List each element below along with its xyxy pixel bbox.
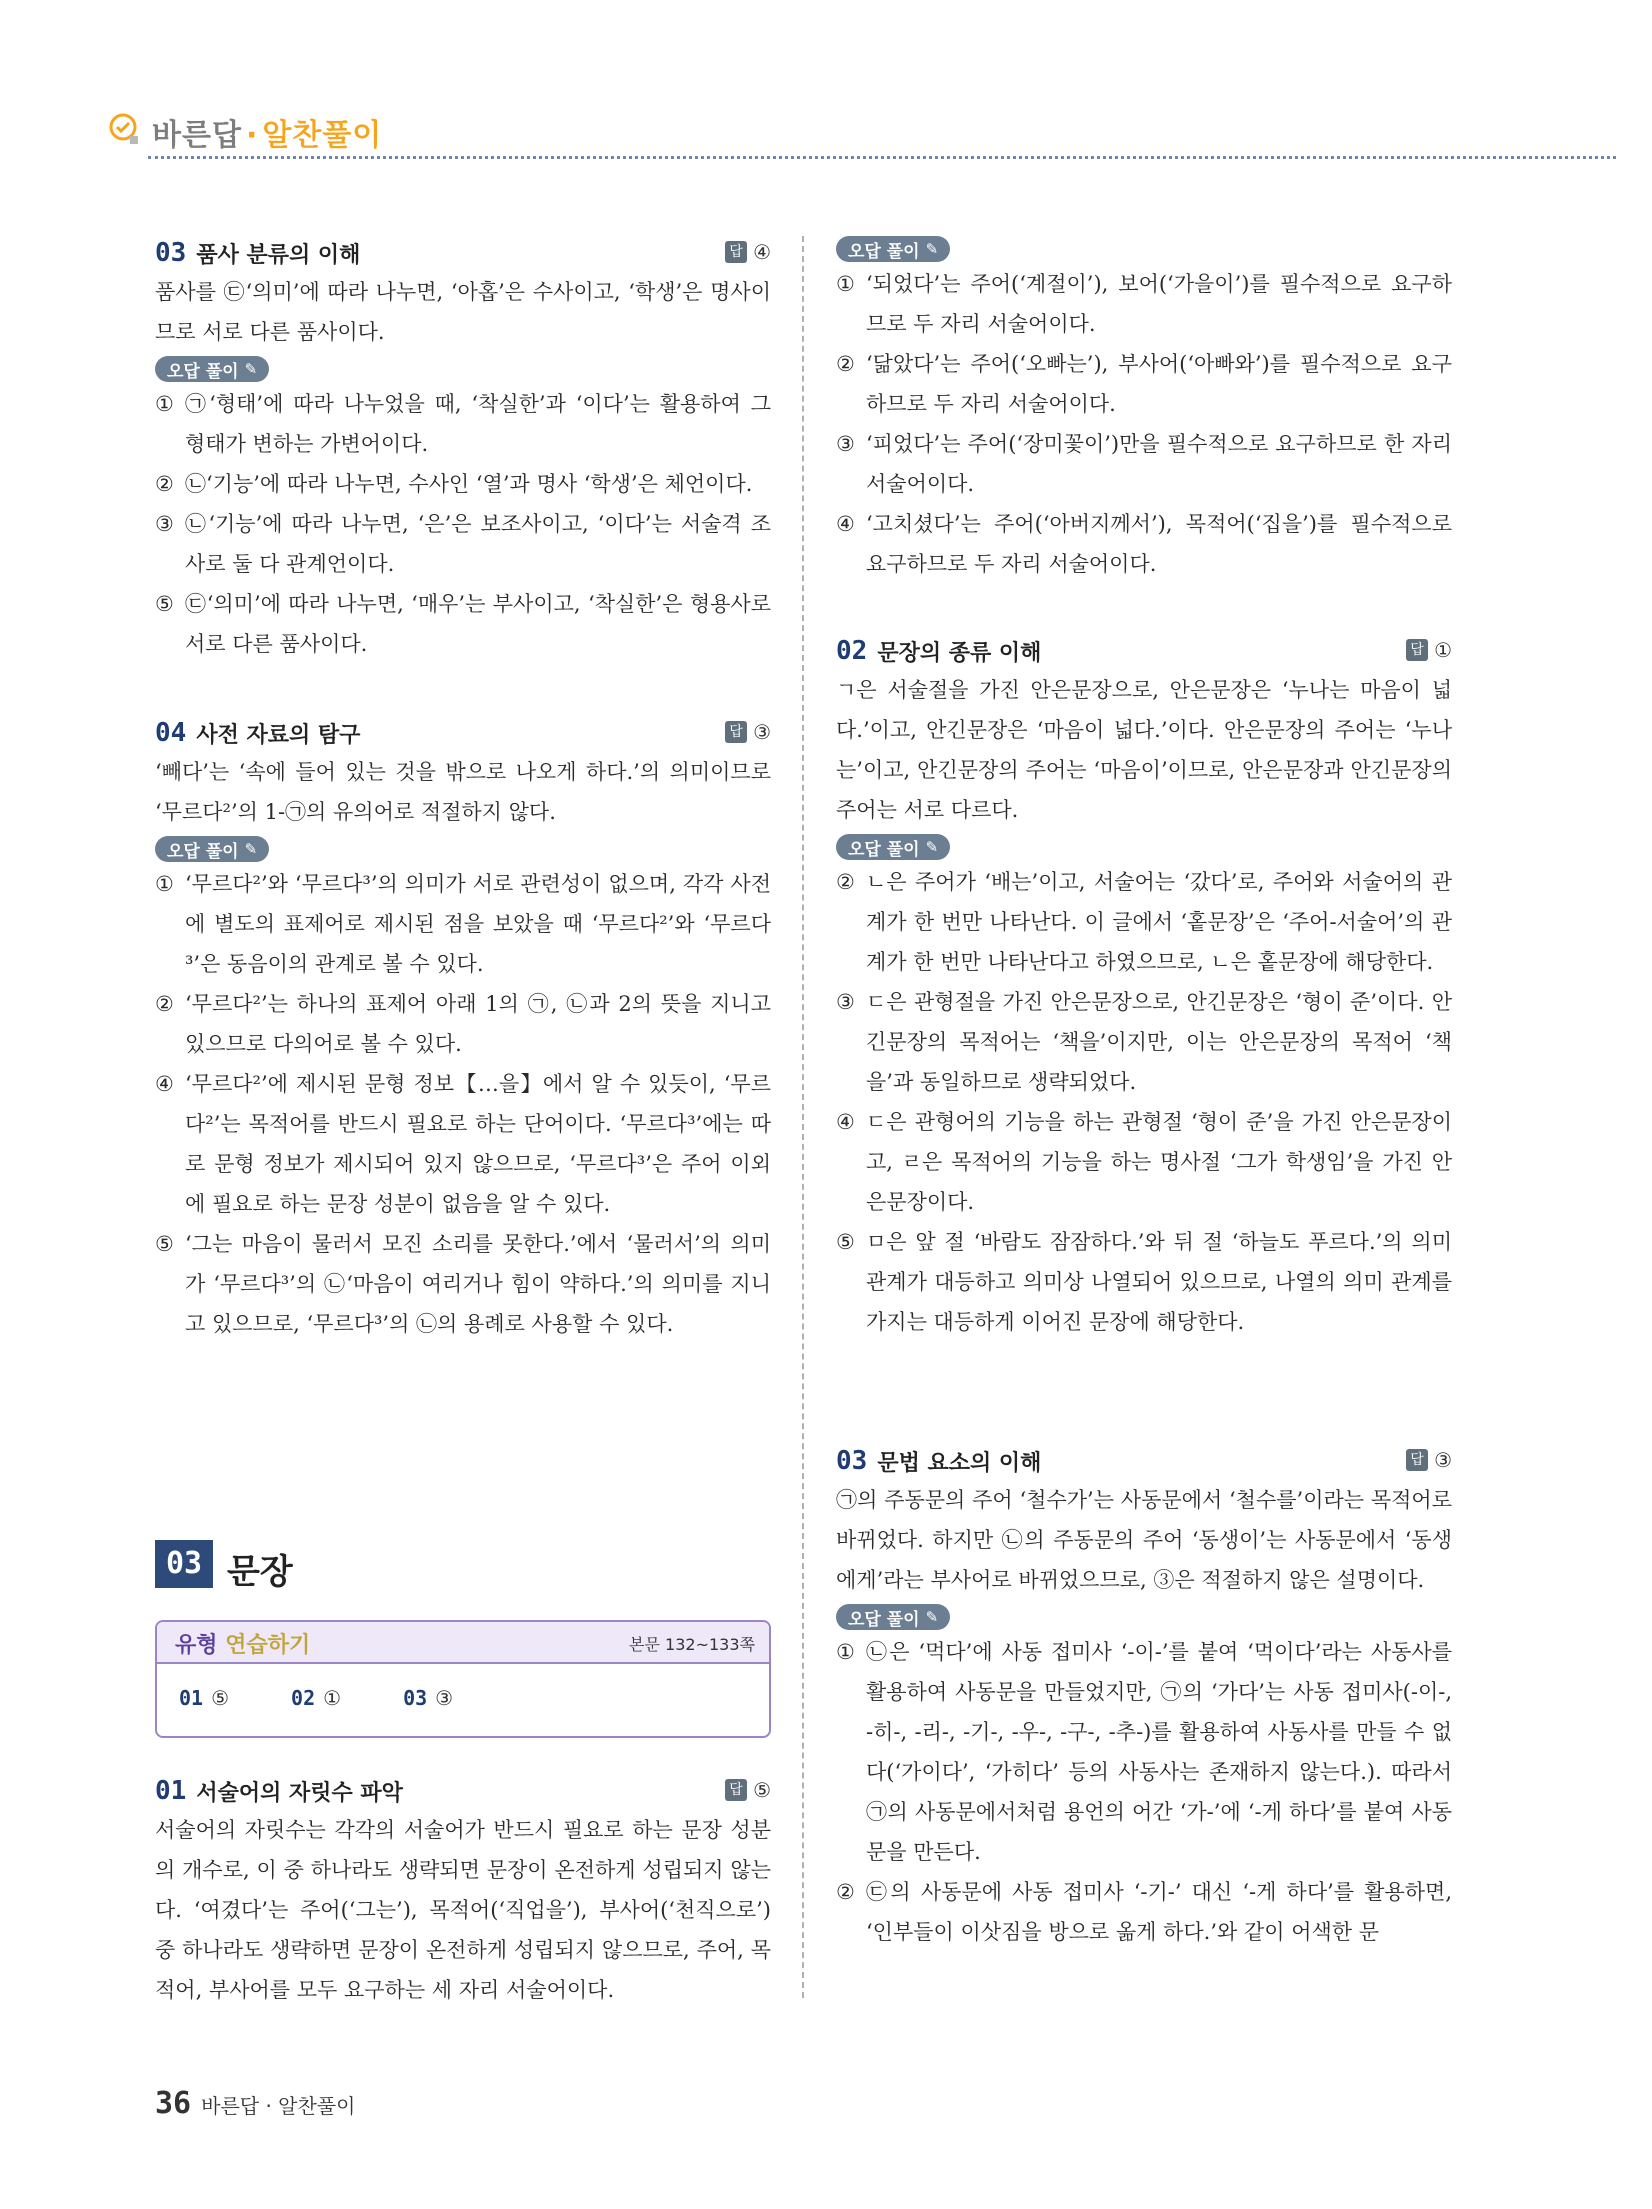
practice-header — [157, 1622, 769, 1664]
item-mark: ③ — [836, 432, 855, 456]
item-text: ㉡‘기능’에 따라 나누면, ‘은’은 보조사이고, ‘이다’는 서술격 조사로 둘 다 관계언이다. — [185, 512, 771, 576]
brand-dot: · — [245, 118, 259, 153]
pencil-icon: ✎ — [925, 838, 939, 856]
question-block-03 — [836, 1444, 1452, 1952]
page-footer — [155, 2086, 355, 2121]
item-mark: ⑤ — [155, 592, 174, 616]
badge-label: 오답 풀이 — [848, 241, 920, 262]
question-title: 서술어의 자릿수 파악 — [196, 1780, 403, 1806]
answer-label-icon: 답 — [725, 721, 747, 743]
item-text: ㉡‘기능’에 따라 나누면, 수사인 ‘열’과 명사 ‘학생’은 체언이다. — [185, 472, 753, 496]
list-item — [836, 862, 1452, 982]
item-mark: ② — [836, 352, 855, 376]
item-mark: ① — [836, 272, 855, 296]
answer-label-icon: 답 — [725, 1779, 747, 1801]
item-text: ㉢의 사동문에 사동 접미사 ‘-기-’ 대신 ‘-게 하다’를 활용하면, ‘인부들이 이삿짐을 방으로 옮게 하다.’와 같이 어색한 문 — [866, 1880, 1452, 1944]
practice-title-part1: 유형 — [175, 1633, 218, 1658]
item-mark: ④ — [155, 1072, 174, 1096]
badge-label: 오답 풀이 — [848, 839, 920, 860]
answer-label-icon: 답 — [1406, 1449, 1428, 1471]
item-text: ‘닮았다’는 주어(‘오빠는’), 부사어(‘아빠와’)를 필수적으로 요구하므로 두 자리 서술어이다. — [866, 352, 1452, 416]
list-item — [155, 464, 771, 504]
question-number: 02 — [836, 636, 868, 666]
item-text: ‘무르다²’는 하나의 표제어 아래 1의 ㉠, ㉡과 2의 뜻을 지니고 있으므로 다의어로 볼 수 있다. — [185, 992, 771, 1056]
list-item — [836, 982, 1452, 1102]
practice-answer — [403, 1686, 453, 1710]
brand-part1: 바른답 — [152, 118, 242, 153]
list-item — [155, 1064, 771, 1224]
item-mark: ① — [836, 1640, 855, 1664]
wrong-answer-badge — [836, 834, 950, 860]
item-text: ㅁ은 앞 절 ‘바람도 잠잠하다.’와 뒤 절 ‘하늘도 푸르다.’의 의미 관계가 대등하고 의미상 나열되어 있으므로, 나열의 의미 관계를 가지는 대등하게 이어진 문장에 해당한다. — [866, 1230, 1452, 1334]
list-item — [836, 1222, 1452, 1342]
item-text: ㉠‘형태’에 따라 나누었을 때, ‘착실한’과 ‘이다’는 활용하여 그 형태가 변하는 가변어이다. — [185, 392, 771, 456]
wrong-answer-badge — [155, 356, 269, 382]
list-item — [155, 864, 771, 984]
badge-label: 오답 풀이 — [167, 361, 239, 382]
list-item — [836, 424, 1452, 504]
list-item — [155, 1224, 771, 1344]
page-number: 36 — [155, 2086, 192, 2121]
header-dotted-line — [148, 156, 1616, 159]
explanation-text: ‘빼다’는 ‘속에 들어 있는 것을 밖으로 나오게 하다.’의 의미이므로 ‘무르다²’의 1-㉠의 유의어로 적절하지 않다. — [155, 760, 771, 824]
question-title: 문장의 종류 이해 — [877, 640, 1042, 666]
answer-mark — [725, 1778, 771, 1802]
pencil-icon: ✎ — [244, 840, 258, 858]
question-header — [836, 1444, 1452, 1478]
practice-answer-num: 02 — [291, 1686, 316, 1710]
answer-value: ③ — [1434, 1448, 1452, 1472]
item-mark: ② — [155, 472, 174, 496]
question-number: 01 — [155, 1776, 187, 1806]
question-block-02 — [836, 634, 1452, 1342]
list-item — [155, 384, 771, 464]
answer-mark — [1406, 638, 1452, 662]
practice-answer-num: 01 — [179, 1686, 204, 1710]
item-mark: ③ — [155, 512, 174, 536]
practice-page-ref: 본문 132~133쪽 — [629, 1635, 755, 1654]
item-mark: ⑤ — [836, 1230, 855, 1254]
list-item — [836, 1632, 1452, 1872]
item-text: ㄴ은 주어가 ‘배는’이고, 서술어는 ‘갔다’로, 주어와 서술어의 관계가 한 번만 나타난다. 이 글에서 ‘홑문장’은 ‘주어-서술어’의 관계가 한 번만 나타난다고 하였으므로, ㄴ은 홑문장에 해당한다. — [866, 870, 1452, 974]
answer-label-icon: 답 — [1406, 639, 1428, 661]
page-header — [108, 110, 1608, 160]
section-number: 03 — [155, 1540, 213, 1588]
explanation-text: ㉠의 주동문의 주어 ‘철수가’는 사동문에서 ‘철수를’이라는 목적어로 바뀌었다. 하지만 ㉡의 주동문의 주어 ‘동생이’는 사동문에서 ‘동생에게’라는 부사어로 바뀌었으므로, ③은 적절하지 않은 설명이다. — [836, 1488, 1452, 1592]
question-header — [155, 236, 771, 270]
item-mark: ③ — [836, 990, 855, 1014]
question-header — [155, 716, 771, 750]
item-mark: ④ — [836, 1110, 855, 1134]
item-mark: ④ — [836, 512, 855, 536]
question-header — [155, 1774, 771, 1808]
pencil-icon: ✎ — [244, 360, 258, 378]
answer-mark — [1406, 1448, 1452, 1472]
section-title: 문장 — [227, 1552, 293, 1592]
list-item — [836, 504, 1452, 584]
practice-title-part2: 연습하기 — [225, 1633, 311, 1658]
badge-label: 오답 풀이 — [167, 841, 239, 862]
answer-value: ③ — [753, 720, 771, 744]
list-item — [155, 984, 771, 1064]
answer-mark — [725, 720, 771, 744]
practice-answer-val: ⑤ — [211, 1686, 230, 1710]
item-text: ‘무르다²’와 ‘무르다³’의 의미가 서로 관련성이 없으며, 각각 사전에 별도의 표제어로 제시된 점을 보았을 때 ‘무르다²’와 ‘무르다³’은 동음이의 관계로 볼 수 있다. — [185, 872, 771, 976]
answer-value: ① — [1434, 638, 1452, 662]
section-heading — [155, 1540, 771, 1600]
item-text: ㄷ은 관형절을 가진 안은문장으로, 안긴문장은 ‘형이 준’이다. 안긴문장의 목적어는 ‘책을’이지만, 이는 안은문장의 목적어 ‘책을’과 동일하므로 생략되었다. — [866, 990, 1452, 1094]
answer-value: ⑤ — [753, 1778, 771, 1802]
item-text: ‘그는 마음이 물러서 모진 소리를 못한다.’에서 ‘물러서’의 의미가 ‘무르다³’의 ㉡‘마음이 여리거나 힘이 약하다.’의 의미를 지니고 있으므로, ‘무르다³’의 ㉡의 용례로 사용할 수 있다. — [185, 1232, 771, 1336]
brand-part2: 알찬풀이 — [262, 118, 383, 153]
item-text: ㄷ은 관형어의 기능을 하는 관형절 ‘형이 준’을 가진 안은문장이고, ㄹ은 목적어의 기능을 하는 명사절 ‘그가 학생임’을 가진 안은문장이다. — [866, 1110, 1452, 1214]
list-item — [155, 504, 771, 584]
practice-title — [175, 1628, 310, 1659]
question-block-03 — [155, 236, 771, 664]
item-text: ‘고치셨다’는 주어(‘아버지께서’), 목적어(‘집을’)를 필수적으로 요구하므로 두 자리 서술어이다. — [866, 512, 1452, 576]
question-number: 03 — [155, 238, 187, 268]
lightbulb-check-icon — [108, 112, 142, 146]
practice-answer — [291, 1686, 341, 1710]
list-item — [836, 264, 1452, 344]
question-block-04 — [155, 716, 771, 1344]
question-block-01-continued — [836, 236, 1452, 584]
practice-answer-num: 03 — [403, 1686, 428, 1710]
item-text: ‘되었다’는 주어(‘계절이’), 보어(‘가을이’)를 필수적으로 요구하므로 두 자리 서술어이다. — [866, 272, 1452, 336]
brand-title — [152, 110, 382, 154]
badge-label: 오답 풀이 — [848, 1609, 920, 1630]
pencil-icon: ✎ — [925, 240, 939, 258]
answer-label-icon: 답 — [725, 241, 747, 263]
pencil-icon: ✎ — [925, 1608, 939, 1626]
question-number: 03 — [836, 1446, 868, 1476]
question-header — [836, 634, 1452, 668]
list-item — [836, 1872, 1452, 1952]
question-title: 품사 분류의 이해 — [196, 242, 361, 268]
practice-answer-box — [155, 1620, 771, 1738]
item-mark: ② — [836, 1880, 855, 1904]
explanation-text: 품사를 ㉢‘의미’에 따라 나누면, ‘아홉’은 수사이고, ‘학생’은 명사이므로 서로 다른 품사이다. — [155, 280, 771, 344]
question-block-01 — [155, 1774, 771, 2010]
item-text: ‘무르다²’에 제시된 문형 정보【…을】에서 알 수 있듯이, ‘무르다²’는 목적어를 반드시 필요로 하는 단어이다. ‘무르다³’에는 따로 문형 정보가 제시되어 있지 않으므로, ‘무르다³’은 주어 이외에 필요로 하는 문장 성분이 없음을 알 수 있다. — [185, 1072, 771, 1216]
wrong-answer-badge — [836, 1604, 950, 1630]
question-number: 04 — [155, 718, 187, 748]
list-item — [836, 1102, 1452, 1222]
column-divider — [802, 236, 804, 1998]
footer-brand: 바른답 · 알찬풀이 — [201, 2094, 356, 2118]
wrong-answer-badge — [836, 236, 950, 262]
item-mark: ② — [836, 870, 855, 894]
practice-answer-val: ① — [323, 1686, 342, 1710]
practice-answer-val: ③ — [435, 1686, 454, 1710]
practice-answer — [179, 1686, 229, 1710]
item-mark: ① — [155, 392, 174, 416]
item-mark: ② — [155, 992, 174, 1016]
item-text: ㉢‘의미’에 따라 나누면, ‘매우’는 부사이고, ‘착실한’은 형용사로 서로 다른 품사이다. — [185, 592, 771, 656]
item-mark: ① — [155, 872, 174, 896]
answer-mark — [725, 240, 771, 264]
item-mark: ⑤ — [155, 1232, 174, 1256]
item-text: ‘피었다’는 주어(‘장미꽃이’)만을 필수적으로 요구하므로 한 자리 서술어이다. — [866, 432, 1452, 496]
explanation-text: 서술어의 자릿수는 각각의 서술어가 반드시 필요로 하는 문장 성분의 개수로, 이 중 하나라도 생략되면 문장이 온전하게 성립되지 않는다. ‘여겼다’는 주어(‘그는’), 목적어(‘직업을’), 부사어(‘천직으로’) 중 하나라도 생략하면 문장이 온전하게 성립되지 않으므로, 주어, 목적어, 부사어를 모두 요구하는 세 자리 서술어이다. — [155, 1818, 771, 2002]
practice-answer-list — [179, 1686, 515, 1710]
list-item — [155, 584, 771, 664]
list-item — [836, 344, 1452, 424]
explanation-text: ㄱ은 서술절을 가진 안은문장으로, 안은문장은 ‘누나는 마음이 넓다.’이고, 안긴문장은 ‘마음이 넓다.’이다. 안은문장의 주어는 ‘누나는’이고, 안긴문장의 주어는 ‘마음이’이므로, 안은문장과 안긴문장의 주어는 서로 다르다. — [836, 678, 1452, 822]
wrong-answer-badge — [155, 836, 269, 862]
question-title: 문법 요소의 이해 — [877, 1450, 1042, 1476]
question-title: 사전 자료의 탐구 — [196, 722, 361, 748]
item-text: ㉡은 ‘먹다’에 사동 접미사 ‘-이-’를 붙여 ‘먹이다’라는 사동사를 활용하여 사동문을 만들었지만, ㉠의 ‘가다’는 사동 접미사(-이-, -히-, -리-, -기-, -우-, -구-, -추-)를 활용하여 사동사를 만들 수 없다(‘가이다’, ‘가히다’ 등의 사동사는 존재하지 않는다.). 따라서 ㉠의 사동문에서처럼 용언의 어간 ‘가-’에 ‘-게 하다’를 붙여 사동문을 만든다. — [866, 1640, 1452, 1864]
answer-value: ④ — [753, 240, 771, 264]
